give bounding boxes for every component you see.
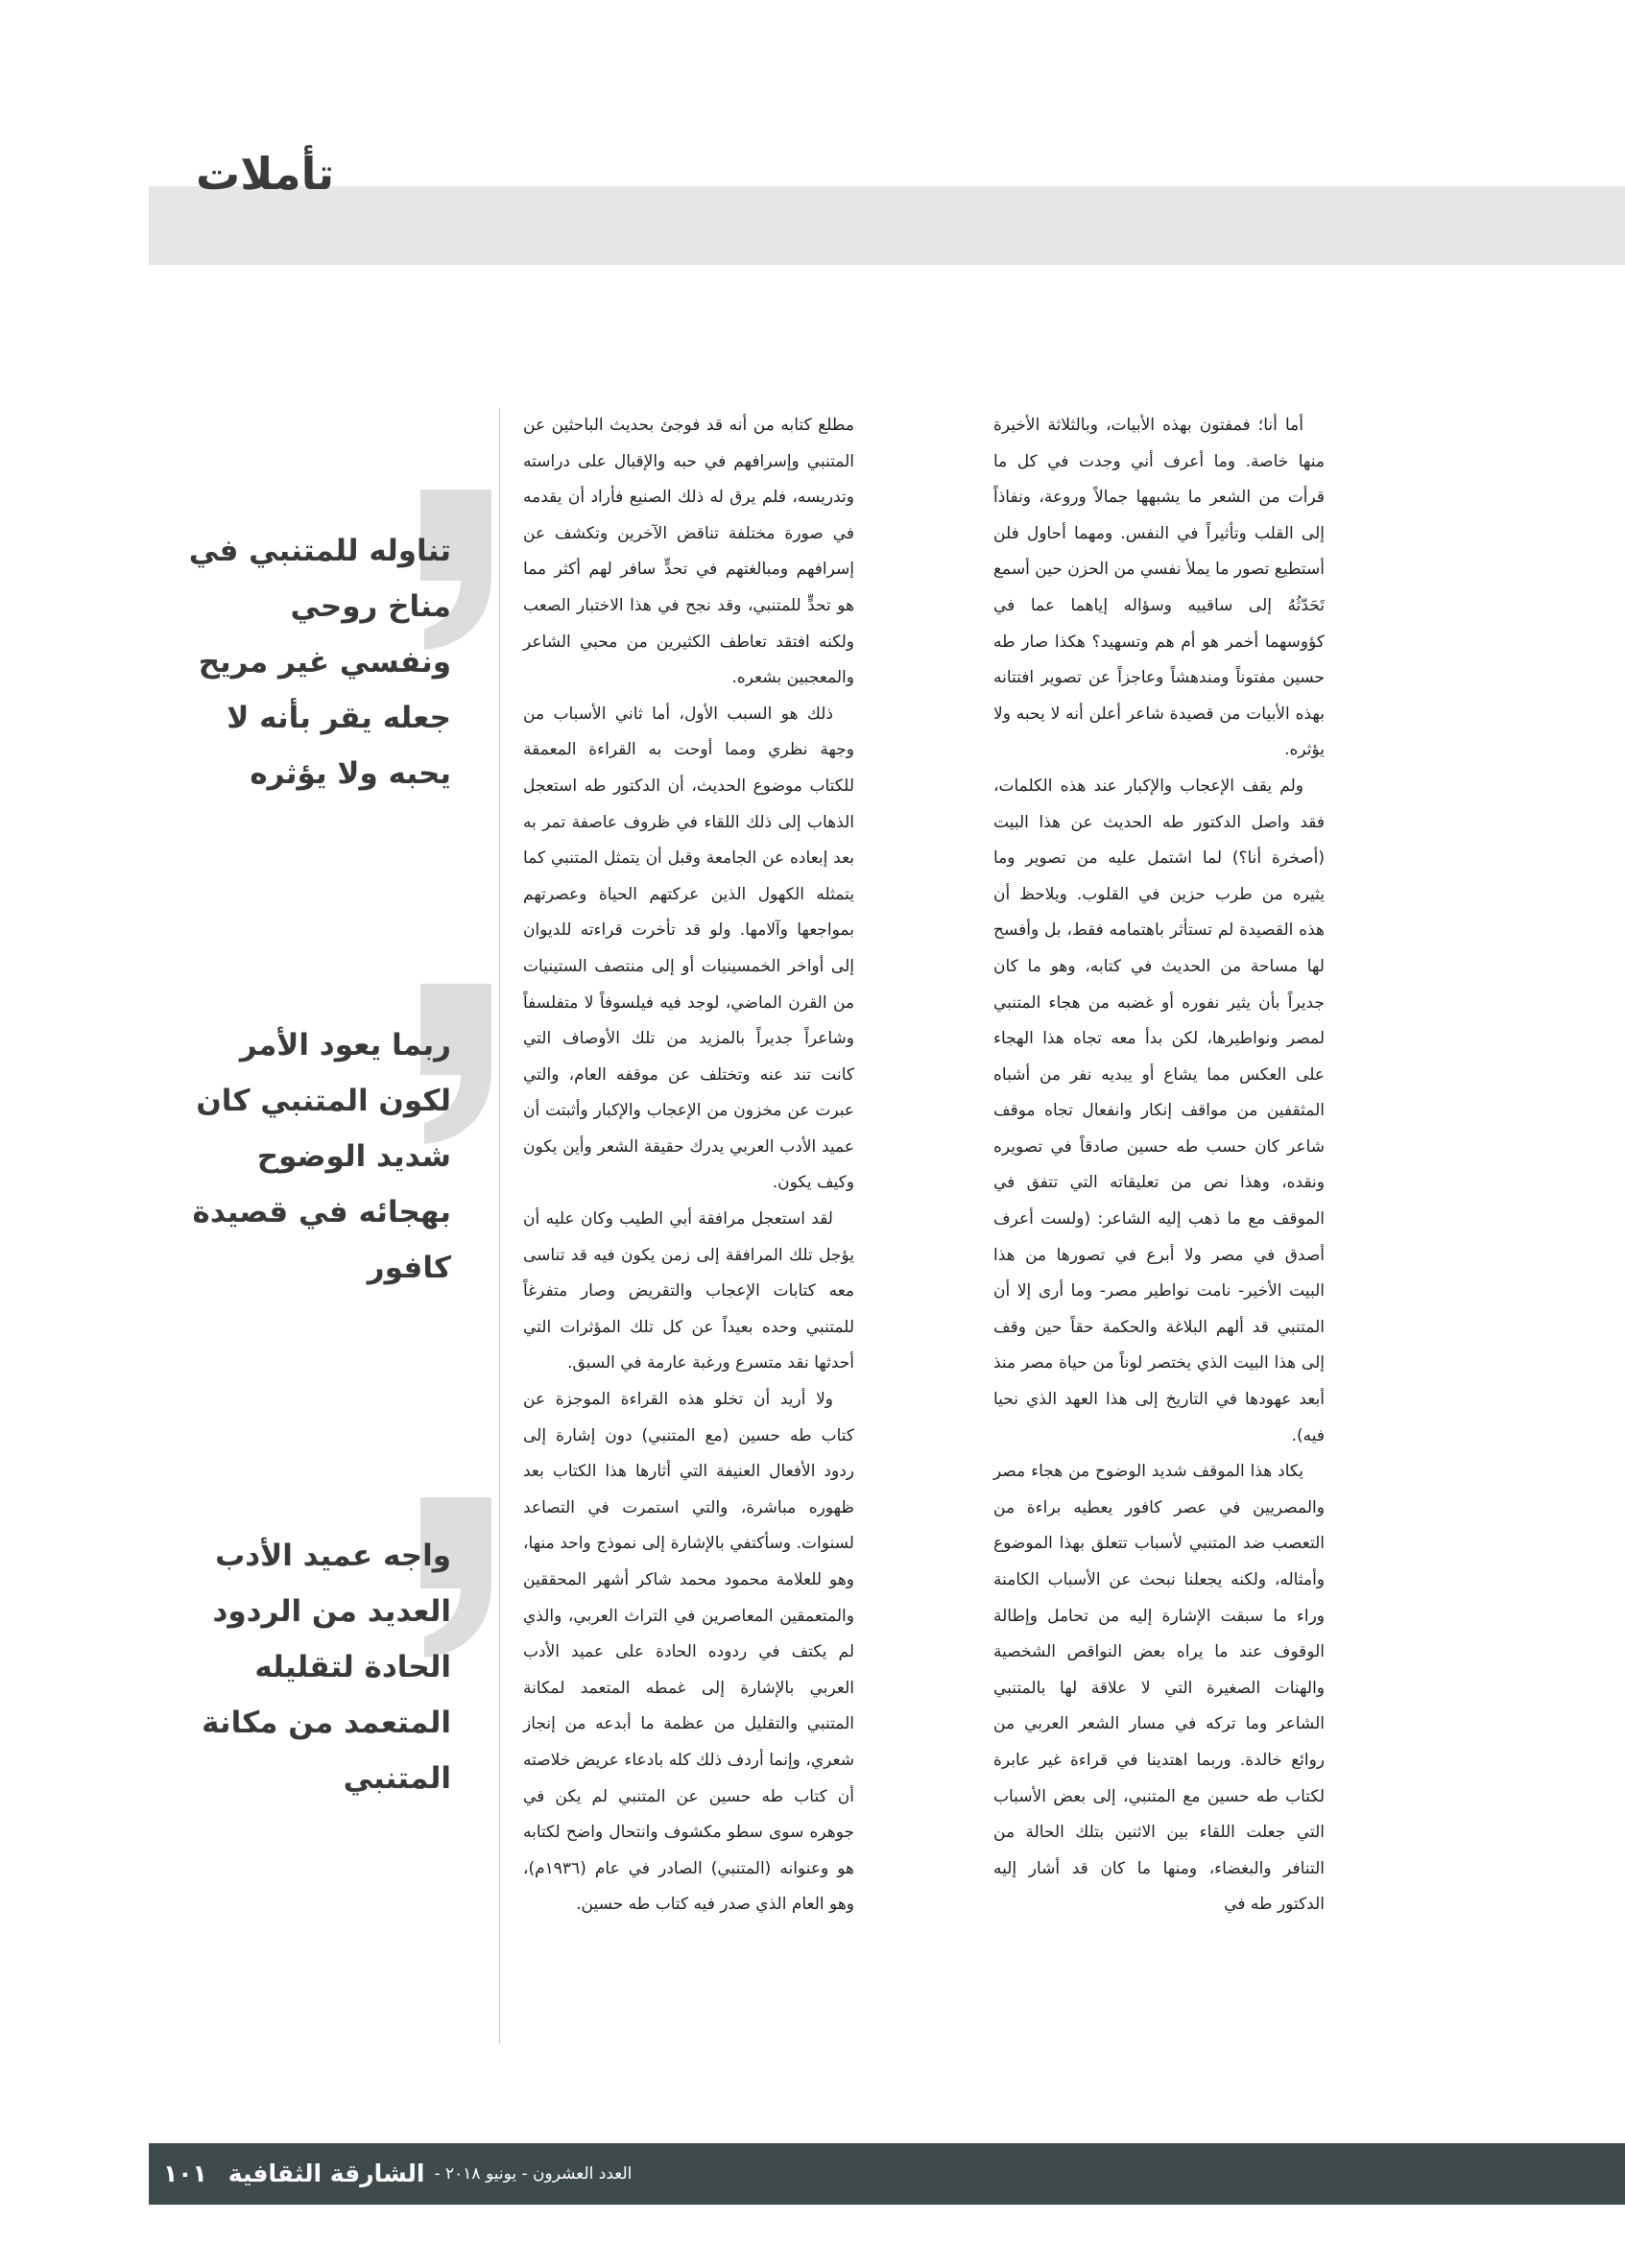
paragraph: لقد استعجل مرافقة أبي الطيب وكان عليه أن يؤجل تلك المرافقة إلى زمن يكون فيه قد تناسى معه كتابات الإعجاب والتقريض وصار متفرغاً للمتنبي وحده بعيداً عن كل تلك المؤثرات التي أحدثها نقد متسرع ورغبة عارمة في السبق.	[523, 1209, 854, 1373]
pullquote-3: واجه عميد الأدب العديد من الردود الحادة لتقليله المتعمد من مكانة المتنبي	[202, 1539, 451, 1796]
footer	[163, 2143, 632, 2205]
paragraph: يكاد هذا الموقف شديد الوضوح من هجاء مصر والمصريين في عصر كافور يعطيه براءة من التعصب ضد المتنبي لأسباب تتعلق بهذا الموضوع وأمثاله، ولكنه يجعلنا نبحث عن الأسباب الكامنة وراء ما سبقت الإشارة إليه من تحامل وإطالة الوقوف عند ما يراه بعض النواقص الشخصية والهنات الصغيرة التي لا علاقة لها بالمتنبي الشاعر وما تركه في مسار الشعر العربي من روائع خالدة. وربما اهتدينا في قراءة غير عابرة لكتاب طه حسين مع المتنبي، إلى بعض الأسباب التي جعلت اللقاء بين الاثنين بتلك الحالة من التنافر والبغضاء، ومنها ما كان قد أشار إليه الدكتور طه في	[993, 1462, 1325, 1915]
paragraph: أما أنا؛ فمفتون بهذه الأبيات، وبالثلاثة الأخيرة منها خاصة. وما أعرف أني وجدت في كل ما قرأت من الشعر ما يشبهها جمالاً وروعة، ونفاذاً إلى القلب وتأثيراً في النفس. ومهما أحاول فلن أستطيع تصور ما يملأ نفسي من الحزن حين أسمع تَحَدّثُهُ إلى ساقييه وسؤاله إياهما عما في كؤوسهما أخمر هو أم هم وتسهيد؟ هكذا صار طه حسين مفتوناً ومندهشاً وعاجزاً عن تصوير افتتانه بهذه الأبيات من قصيدة شاعر أعلن أنه لا يحبه ولا يؤثره.	[993, 416, 1325, 760]
paragraph: ولم يقف الإعجاب والإكبار عند هذه الكلمات، فقد واصل الدكتور طه الحديث عن هذا البيت (أصخرة أنا؟) لما اشتمل عليه من تصوير وما يثيره من طرب حزين في القلوب. ويلاحظ أن هذه القصيدة لم تستأثر باهتمامه فقط، بل وأفسح لها مساحة من الحديث في كتابه، وهو ما كان جديراً بأن يثير نفوره أو غضبه من هجاء المتنبي لمصر ونواطيرها، لكن بدأ معه تجاه هذا الهجاء على العكس مما يشاع أو يبديه نفر من أشباه المثقفين من مواقف إنكار وانفعال تجاه موقف شاعر كان حسب طه حسين صادقاً في تصويره ونقده، وهذا نص من تعليقاته التي تتفق في الموقف مع ما ذهب إليه الشاعر: (ولست أعرف أصدق في مصر ولا أبرع في تصورها من هذا البيت الأخير- نامت نواطير مصر- وما أرى إلا أن المتنبي قد ألهم البلاغة والحكمة حقاً حين وقف إلى هذا البيت الذي يختصر لوناً من حياة مصر منذ أبعد عهودها في التاريخ إلى هذا العهد الذي نحيا فيه).	[993, 776, 1325, 1445]
column-divider	[499, 408, 500, 2044]
footer-magazine-name: الشارقة الثقافية	[227, 2160, 425, 2187]
paragraph: ولا أريد أن تخلو هذه القراءة الموجزة عن كتاب طه حسين (مع المتنبي) دون إشارة إلى ردود الأفعال العنيفة التي أثارها هذا الكتاب بعد ظهوره مباشرة، والتي استمرت في التصاعد لسنوات. وسأكتفي بالإشارة إلى نموذج واحد منها، وهو للعلامة محمود محمد شاكر أشهر المحققين والمتعمقين المعاصرين في التراث العربي، والذي لم يكتف في ردوده الحادة على عميد الأدب العربي بالإشارة إلى غمطه المتعمد لمكانة المتنبي والتقليل من عظمة ما أبدعه من إنجاز شعري، وإنما أردف ذلك كله بادعاء عريض خلاصته أن كتاب طه حسين عن المتنبي لم يكن في جوهره سوى سطو مكشوف وانتحال واضح لكتابه هو وعنوانه (المتنبي) الصادر في عام (١٩٣٦م)، وهو العام الذي صدر فيه كتاب طه حسين.	[523, 1390, 854, 1915]
page-number: ١٠١	[163, 2160, 207, 2187]
article-column-right	[993, 408, 1325, 1923]
section-title: تأملات	[196, 148, 335, 200]
article-column-middle	[523, 408, 854, 1923]
paragraph: ذلك هو السبب الأول، أما ثاني الأسباب من وجهة نظري ومما أوحت به القراءة المعمقة للكتاب موضوع الحديث، أن الدكتور طه استعجل الذهاب إلى ذلك اللقاء في ظروف عاصفة تمر به بعد إبعاده عن الجامعة وقبل أن يتمثل المتنبي كما يتمثله الكهول الذين عركتهم الحياة وعصرتهم بمواجعها وآلامها. ولو قد تأخرت قراءته للديوان إلى أواخر الخمسينيات أو إلى منتصف الستينيات من القرن الماضي، لوجد فيه فيلسوفاً لا متفلسفاً وشاعراً جديراً بالمزيد من تلك الأوصاف التي كانت تند عنه وتختلف عن موقفه العام، والتي عبرت عن مخزون من الإعجاب والإكبار وأثبتت أن عميد الأدب العربي يدرك حقيقة الشعر وأين يكون وكيف يكون.	[523, 704, 854, 1193]
pullquote-1: تناوله للمتنبي في مناخ روحي ونفسي غير مريح جعله يقر بأنه لا يحبه ولا يؤثره	[188, 534, 451, 791]
header-band	[149, 186, 1625, 265]
paragraph: مطلع كتابه من أنه قد فوجئ بحديث الباحثين عن المتنبي وإسرافهم في حبه والإقبال على دراسته وتدريسه، فلم يرق له ذلك الصنيع فأراد أن يقدمه في صورة مختلفة تناقض الآخرين وتكشف عن إسرافهم ومبالغتهم في تحدٍّ سافر لهم أكثر مما هو تحدٍّ للمتنبي، وقد نجح في هذا الاختبار الصعب ولكنه افتقد تعاطف الكثيرين من محبي الشاعر والمعجبين بشعره.	[523, 416, 854, 688]
pullquote-2: ربما يعود الأمر لكون المتنبي كان شديد الوضوح بهجائه في قصيدة كافور	[192, 1028, 451, 1285]
footer-issue: العدد العشرون - يونيو ٢٠١٨ -	[434, 2164, 633, 2184]
